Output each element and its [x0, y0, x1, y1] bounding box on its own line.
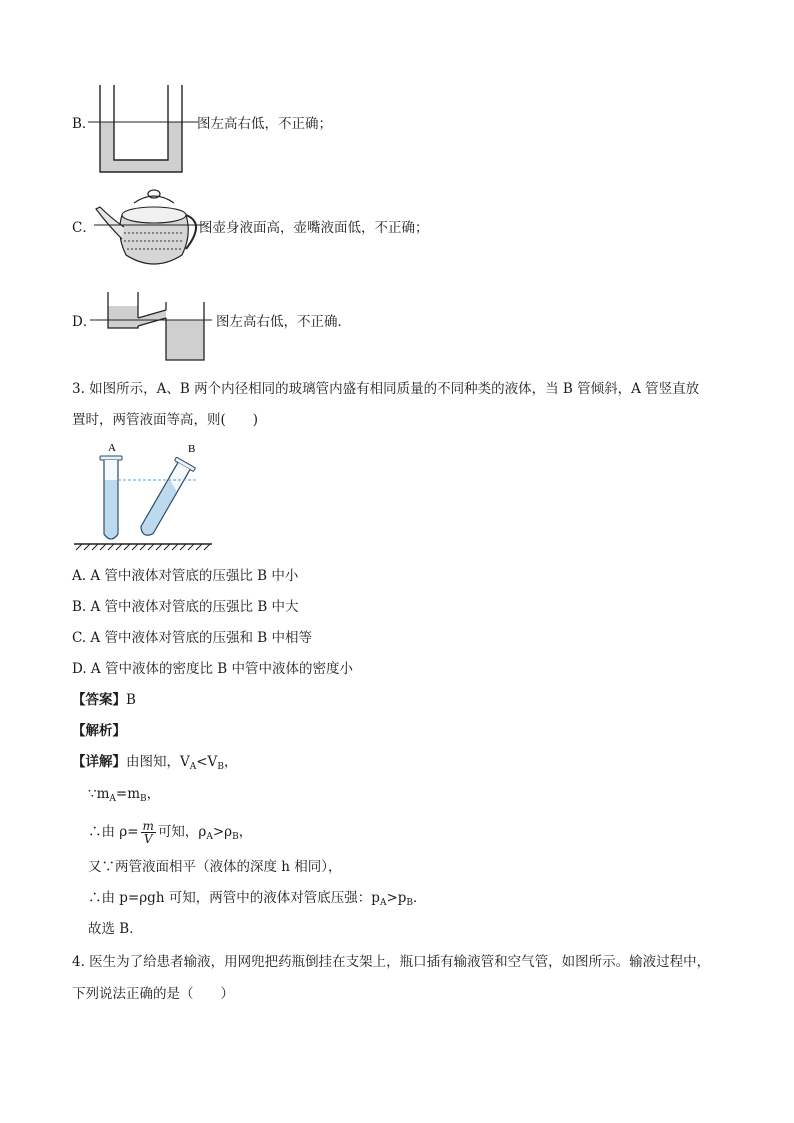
l3-gt: >ρ [212, 824, 233, 840]
q3-stem-line1: 3. 如图所示，A、B 两个内径相同的玻璃管内盛有相同质量的不同种类的液体，当 B 管倾斜，A 管竖直放 [72, 381, 700, 397]
analysis-tag: 【解析】 [72, 723, 126, 739]
answer-line [72, 690, 136, 710]
q3-option-a: A. A 管中液体对管底的压强比 B 中小 [72, 568, 299, 584]
q3-stem-line2: 置时，两管液面等高，则( ) [72, 412, 259, 428]
detail-text: 由图知，V [126, 754, 190, 770]
q4-stem-line1: 4. 医生为了给患者输液，用网兜把药瓶倒挂在支架上，瓶口插有输液管和空气管，如图所示。输液过程中， [72, 954, 711, 970]
detail-line-5 [88, 888, 427, 913]
fig-label-b: B [188, 443, 196, 455]
q3-option-c: C. A 管中液体对管底的压强和 B 中相等 [72, 630, 312, 646]
l5-pre: ∴由 p=ρgh 可知，两管中的液体对管底压强：p [88, 890, 380, 906]
l5-sub-b: B [406, 898, 414, 908]
l5-sub-a: A [379, 898, 387, 908]
u-tube-figure [86, 80, 206, 175]
l5-gt: >p [386, 890, 407, 906]
sub-a: A [189, 762, 197, 772]
teapot-figure [94, 185, 206, 270]
comma: ， [223, 754, 238, 770]
option-c-letter: C． [72, 220, 96, 236]
detail-line-2 [88, 784, 160, 809]
connected-vessel-figure [86, 288, 216, 366]
q3-option-b: B. A 管中液体对管底的压强比 B 中大 [72, 599, 299, 615]
option-c-text: 图壶身液面高，壶嘴液面低，不正确； [199, 220, 429, 236]
test-tubes-figure [70, 438, 216, 554]
frac-den: V [143, 832, 153, 846]
l3-mid: 可知，ρ [157, 824, 207, 840]
l2-end: ， [146, 786, 161, 802]
sub-b: B [217, 762, 224, 772]
detail-line-1 [72, 752, 237, 777]
option-d-letter: D． [72, 314, 97, 330]
l2-sub-b: B [140, 794, 147, 804]
l3-sub-b: B [232, 832, 239, 842]
l2-mid: =m [115, 786, 141, 802]
density-fraction [141, 820, 156, 845]
fig-label-a: A [108, 442, 116, 454]
option-b-letter: B． [72, 116, 96, 132]
answer-tag: 【答案】 [72, 692, 126, 708]
l2-sub-a: A [109, 794, 116, 804]
l3-end: ， [238, 824, 253, 840]
detail-tag: 【详解】 [72, 754, 126, 770]
l5-end: ． [413, 890, 427, 906]
option-d-text: 图左高右低，不正确． [216, 314, 351, 330]
option-b-text: 图左高右低，不正确； [197, 116, 332, 132]
l3-pre: ∴由 ρ= [88, 824, 139, 840]
l2-pre: ∵m [88, 786, 110, 802]
answer-value: B [126, 692, 136, 708]
q3-option-d: D. A 管中液体的密度比 B 中管中液体的密度小 [72, 661, 353, 677]
l3-sub-a: A [206, 832, 213, 842]
detail-line-6: 故选 B． [88, 921, 143, 937]
detail-line-3 [88, 820, 252, 847]
detail-line-4: 又∵两管液面相平（液体的深度 h 相同）， [88, 859, 342, 875]
lt-sign: <V [196, 754, 218, 770]
q4-stem-line2: 下列说法正确的是（ ） [72, 986, 234, 1002]
frac-num: m [142, 819, 154, 833]
